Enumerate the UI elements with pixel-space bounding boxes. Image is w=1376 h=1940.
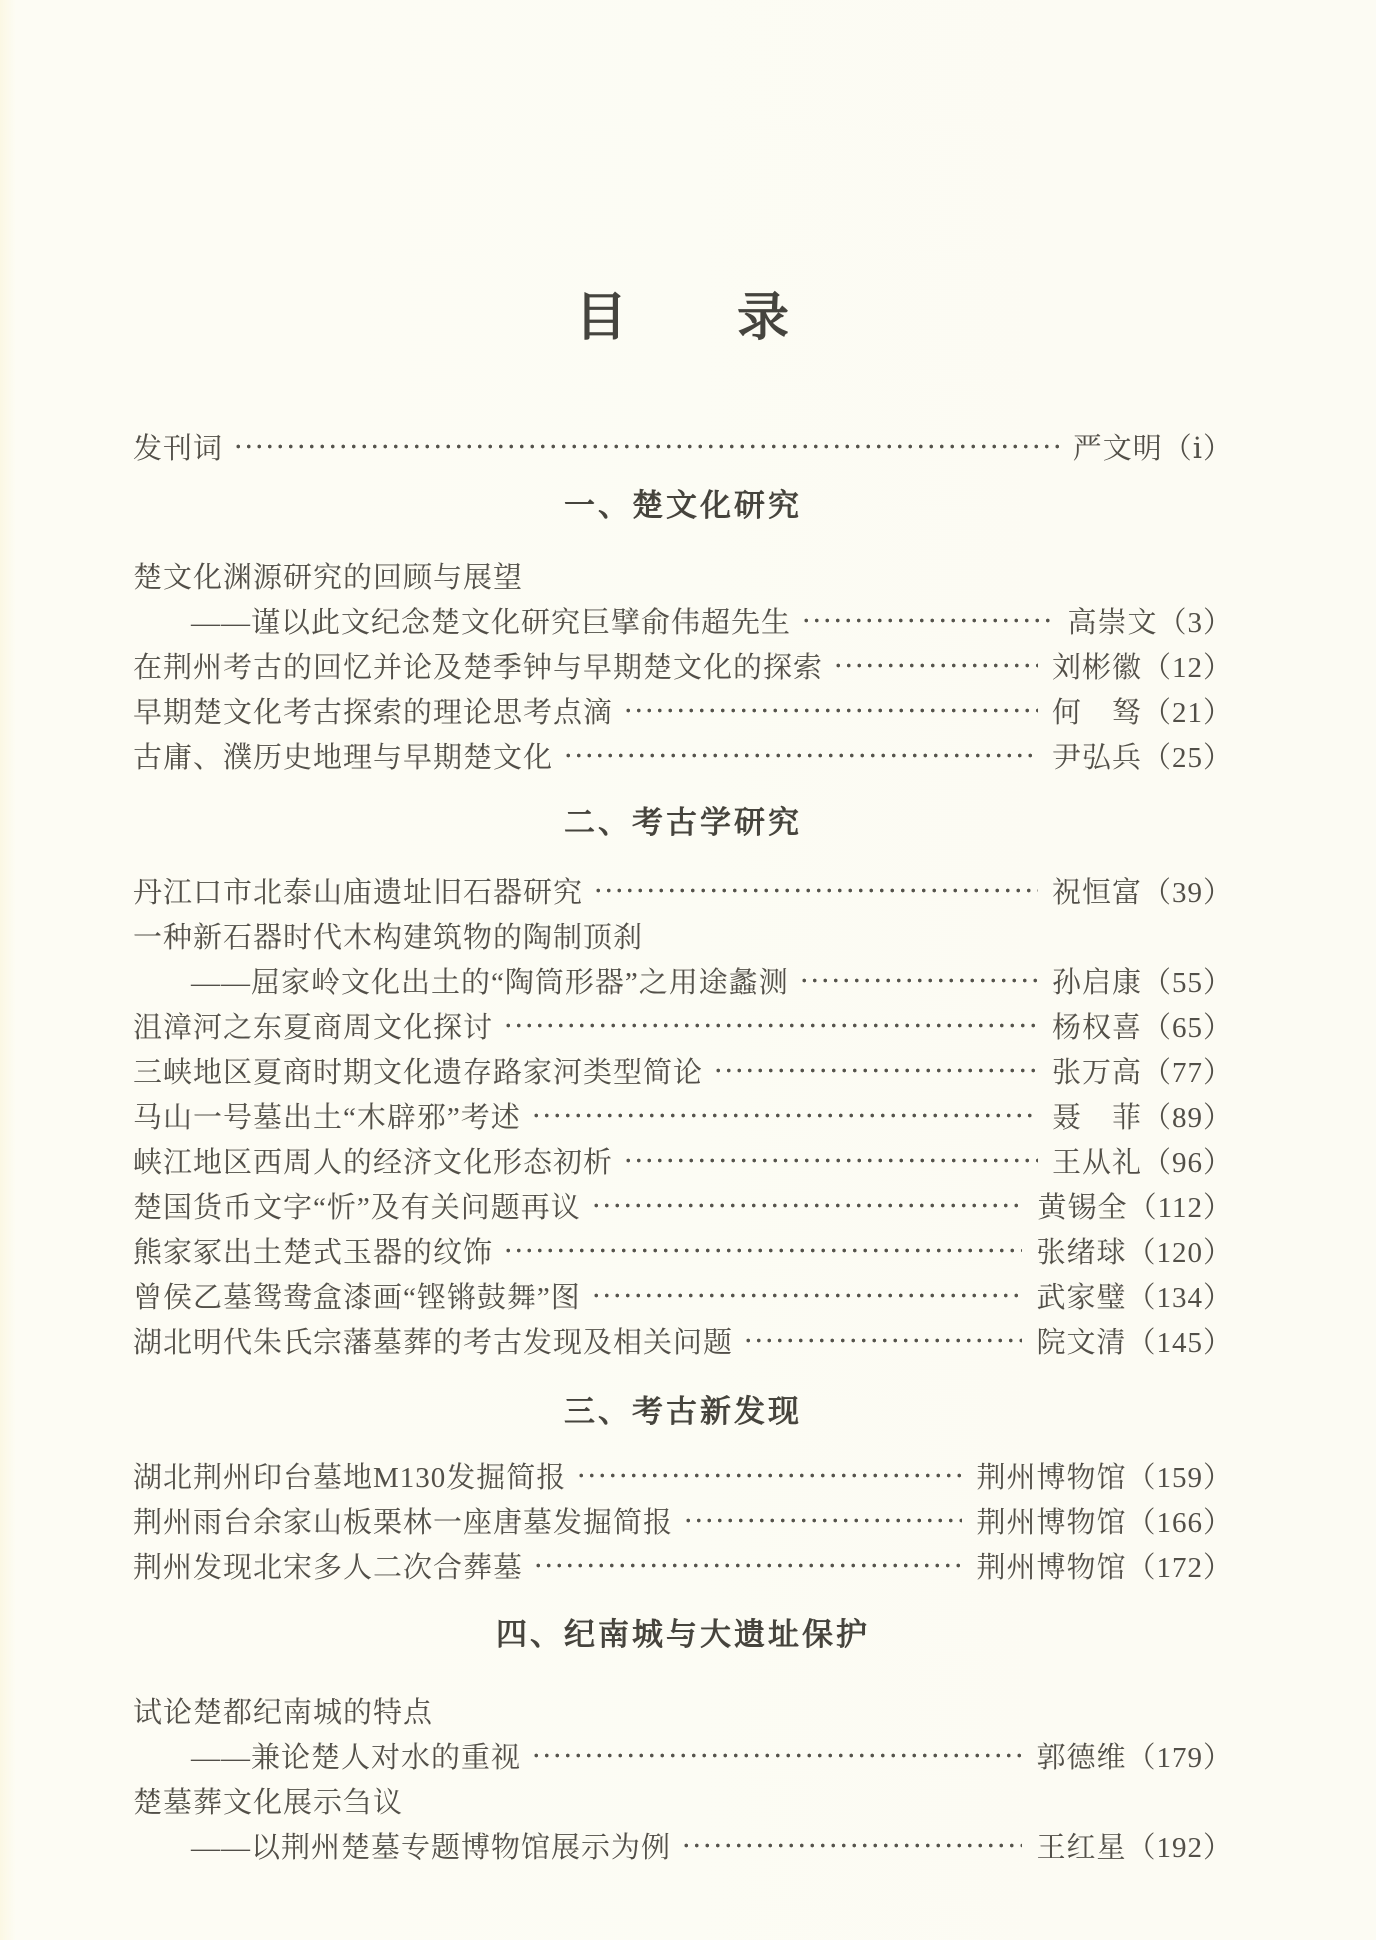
entry-author: 刘彬徽 [1051,652,1142,684]
entry-page: （25） [1141,742,1233,774]
entry-page: （96） [1141,1147,1233,1179]
toc-entry [133,913,1233,1003]
entry-author: 杨权喜 [1051,1012,1142,1044]
toc-entry [133,1778,1233,1868]
dot-leader [503,1228,1022,1273]
dot-leader [683,1498,962,1543]
entry-title: 曾侯乙墓鸳鸯盒漆画“铿锵鼓舞”图 [133,1282,581,1314]
entry-author: 武家璧 [1036,1282,1127,1314]
entry-author: 王红星 [1036,1832,1127,1864]
entry-main-line [133,643,1233,688]
entry-main-line [133,1823,1233,1868]
entry-author: 孙启康 [1051,967,1142,999]
entry-title: 沮漳河之东夏商周文化探讨 [133,1012,494,1044]
toc-entry-preamble [133,424,1233,469]
entry-page: （112） [1127,1192,1233,1224]
toc-entry [133,553,1233,643]
entry-author: 荆州博物馆 [976,1462,1127,1494]
toc-section [133,802,1233,1363]
entry-title: 在荆州考古的回忆并论及楚季钟与早期楚文化的探索 [133,652,824,684]
entry-page: （179） [1126,1742,1233,1774]
entry-page: （3） [1157,607,1233,639]
toc-entry [133,688,1233,733]
entry-author: 尹弘兵 [1051,742,1142,774]
dot-leader [623,1138,1038,1183]
dot-leader [743,1318,1022,1363]
entry-main-line [133,1273,1233,1318]
entry-page: （166） [1126,1507,1233,1539]
entry-main-line [133,1498,1233,1543]
entry-page: （39） [1141,877,1233,909]
toc-entry [133,1273,1233,1318]
entry-author: 严文明 [1072,433,1163,465]
entry-main-line [133,1453,1233,1498]
dot-leader [531,1733,1022,1778]
toc-entry [133,1688,1233,1778]
dot-leader [233,424,1059,469]
toc-entry [133,1183,1233,1228]
entry-title: 楚国货币文字“忻”及有关问题再议 [133,1192,581,1224]
entry-title: 早期楚文化考古探索的理论思考点滴 [133,697,614,729]
entry-main-line [133,1228,1233,1273]
entry-author: 荆州博物馆 [976,1552,1127,1584]
entry-main-line [133,868,1233,913]
section-heading: 四、纪南城与大遗址保护 [496,1617,870,1652]
toc-entry [133,868,1233,913]
entry-main-line [133,1733,1233,1778]
entry-title: 荆州发现北宋多人二次合葬墓 [133,1552,524,1584]
entry-author: 高崇文 [1067,607,1158,639]
dot-leader [591,1273,1023,1318]
toc-entry [133,1498,1233,1543]
toc-entry [133,1453,1233,1498]
entry-main-line [133,688,1233,733]
entry-title: 熊家冢出土楚式玉器的纹饰 [133,1237,494,1269]
entry-title: 发刊词 [133,433,224,465]
entry-title: 三峡地区夏商时期文化遗存路家河类型简论 [133,1057,704,1089]
toc-list [133,424,1233,1868]
entry-main-line [133,958,1233,1003]
entry-title: 荆州雨台余家山板栗林一座唐墓发掘简报 [133,1507,674,1539]
entry-title: 丹江口市北泰山庙遗址旧石器研究 [133,877,584,909]
dot-leader [503,1003,1038,1048]
dot-leader [591,1183,1024,1228]
dot-leader [593,868,1038,913]
entry-page: （55） [1141,967,1233,999]
dot-leader [801,598,1053,643]
toc-entry [133,1543,1233,1588]
entry-author: 张绪球 [1036,1237,1127,1269]
entry-author: 聂 菲 [1051,1102,1142,1134]
toc-entry [133,1093,1233,1138]
dot-leader [799,958,1038,1003]
entry-title: 峡江地区西周人的经济文化形态初析 [133,1147,614,1179]
entry-title-line: 一种新石器时代木构建筑物的陶制顶刹 [133,922,644,954]
entry-title: ——以荆州楚墓专题博物馆展示为例 [191,1832,672,1864]
dot-leader [681,1823,1022,1868]
dot-leader [623,688,1038,733]
entry-title: ——谨以此文纪念楚文化研究巨擘俞伟超先生 [191,607,792,639]
entry-main-line [133,1003,1233,1048]
entry-author: 荆州博物馆 [976,1507,1127,1539]
entry-main-line [133,1543,1233,1588]
entry-page: （134） [1126,1282,1233,1314]
section-entries [133,1688,1233,1868]
toc-entry [133,1138,1233,1183]
entry-page: （192） [1126,1832,1233,1864]
dot-leader [533,1543,962,1588]
entry-author: 王从礼 [1051,1147,1142,1179]
entry-title: 古庸、濮历史地理与早期楚文化 [133,742,554,774]
entry-page: （89） [1141,1102,1233,1134]
entry-title: ——兼论楚人对水的重视 [191,1742,522,1774]
dot-leader [713,1048,1038,1093]
toc-entry [133,733,1233,778]
entry-main-line [133,1048,1233,1093]
section-entries [133,553,1233,778]
entry-title-line: 试论楚都纪南城的特点 [133,1697,434,1729]
entry-page: （120） [1126,1237,1233,1269]
entry-author: 祝恒富 [1051,877,1142,909]
section-heading: 三、考古新发现 [564,1394,802,1429]
toc-entry [133,1048,1233,1093]
entry-title: 湖北明代朱氏宗藩墓葬的考古发现及相关问题 [133,1327,734,1359]
toc-entry [133,1003,1233,1048]
entry-page: （145） [1126,1327,1233,1359]
entry-page: （ⅰ） [1162,433,1233,465]
entry-main-line [133,1183,1233,1228]
entry-main-line [133,1318,1233,1363]
entry-main-line [133,733,1233,778]
page-title: 目 录 [574,290,791,347]
dot-leader [531,1093,1038,1138]
toc-entry [133,643,1233,688]
entry-title: 湖北荆州印台墓地M130发掘简报 [133,1462,567,1494]
dot-leader [563,733,1038,778]
entry-title: 马山一号墓出土“木辟邪”考述 [133,1102,521,1134]
dot-leader [576,1453,962,1498]
entry-page: （12） [1141,652,1233,684]
entry-main-line [133,1138,1233,1183]
toc-sections [133,485,1233,1868]
toc-section [133,1614,1233,1868]
entry-main-line [133,598,1233,643]
section-entries [133,1453,1233,1588]
entry-page: （172） [1126,1552,1233,1584]
toc-section [133,485,1233,778]
entry-page: （65） [1141,1012,1233,1044]
toc-entry [133,1318,1233,1363]
entry-author: 院文清 [1036,1327,1127,1359]
entry-author: 何 驽 [1051,697,1142,729]
entry-page: （21） [1141,697,1233,729]
section-heading: 二、考古学研究 [564,805,802,840]
entry-author: 张万高 [1051,1057,1142,1089]
entry-title-line: 楚墓葬文化展示刍议 [133,1787,404,1819]
entry-page: （159） [1126,1462,1233,1494]
entry-author: 黄锡全 [1037,1192,1128,1224]
dot-leader [833,643,1038,688]
entry-title: ——屈家岭文化出土的“陶筒形器”之用途蠡测 [191,967,789,999]
section-entries [133,868,1233,1363]
entry-main-line [133,1093,1233,1138]
entry-page: （77） [1141,1057,1233,1089]
section-heading: 一、楚文化研究 [564,488,802,523]
entry-title-line: 楚文化渊源研究的回顾与展望 [133,562,524,594]
toc-section [133,1391,1233,1588]
toc-entry [133,1228,1233,1273]
entry-author: 郭德维 [1036,1742,1127,1774]
